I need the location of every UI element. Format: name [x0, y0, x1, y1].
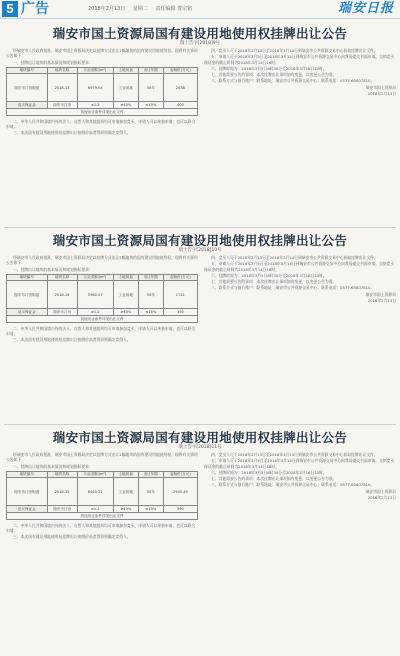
table-cell: ≤15% — [138, 102, 163, 109]
notice-paragraph: 五、申请人可于2018年3月5日至2018年3月14日到瑞安市公共资源交易中心向我局提交书面申请。交纳竞买保证金的截止时间为2018年3月14日16时。 — [204, 261, 395, 272]
notice-paragraph: 八、联系方式与银行账户：联系地址：瑞安市公共资源交易中心；联系电话：0577-65807810。 — [211, 285, 375, 291]
notice-paragraph: 八、联系方式与银行账户：联系地址：瑞安市公共资源交易中心；联系电话：0577-65807810。 — [211, 78, 375, 84]
table-header-cell: 出让年限 — [138, 274, 163, 281]
table-cell: 350 — [163, 309, 197, 316]
table-cell: 瑞安市汀田 — [47, 102, 77, 109]
table-header-cell: 土地用途 — [113, 274, 138, 281]
notice-paragraph: 五、申请人可于2018年3月5日至2018年3月14日到瑞安市公共资源交易中心向我局提交书面申请。交纳竞买保证金的截止时间为2018年3月14日16时。 — [204, 458, 395, 469]
table-cell: 590 — [163, 506, 197, 513]
newspaper-logo: 瑞安日报 — [337, 1, 394, 16]
table-note: 其他出让条件详见出让文件 — [7, 109, 198, 116]
notice-paragraph: 三、本次国有建设用地使用权挂牌出让按照价高者得原则确定竞得人。 — [13, 534, 131, 540]
notice-paragraph: 一、挂牌出让地块的基本情况和规划指标要求： — [13, 59, 93, 65]
table-header-cell: 竞买保证金 — [7, 309, 48, 316]
table-cell: 瑞安市汀田街道 — [7, 478, 48, 506]
table-cell: 50年 — [138, 478, 163, 506]
table-note: 其他出让条件详见出让文件 — [7, 316, 198, 323]
parcel-table — [6, 274, 198, 323]
table-cell: ≤15% — [138, 309, 163, 316]
table-cell: 5960.07 — [77, 281, 113, 309]
notice-paragraph: 三、本次国有建设用地使用权挂牌出让按照价高者得原则确定竞得人。 — [13, 130, 131, 136]
notice-right-column — [204, 48, 396, 97]
page-number-badge: 5 — [2, 1, 18, 17]
table-cell: 瑞安市汀田 — [47, 506, 77, 513]
notice-sign-date: 2018年2月13日 — [367, 298, 396, 304]
notice-sign-date: 2018年2月13日 — [367, 91, 396, 97]
table-cell: 6440.22 — [77, 478, 113, 506]
notice-sign-date: 2018年2月13日 — [367, 495, 396, 501]
table-cell: 工业用地 — [113, 478, 138, 506]
notice-paragraph: 二、中华人民共和国境内外的法人、自然人和其他组织均可申请参加竞买，申请人可以单独申请，也可以联合申请。 — [6, 325, 196, 336]
table-cell: 50年 — [138, 281, 163, 309]
table-cell: 2018-15 — [47, 478, 77, 506]
table-cell: 400 — [163, 102, 197, 109]
table-header-cell: 出让面积(m²) — [77, 67, 113, 74]
issue-meta — [88, 6, 198, 12]
notice-paragraph: 五、申请人可于2018年3月5日至2018年3月14日到瑞安市公共资源交易中心向我局提交书面申请。交纳竞买保证金的截止时间为2018年3月14日16时。 — [204, 54, 395, 65]
notice-paragraph: 二、中华人民共和国境内外的法人、自然人和其他组织均可申请参加竞买，申请人可以单独申请，也可以联合申请。 — [6, 522, 196, 533]
notice-number: 瑞土告字[2018]9号 — [179, 41, 221, 46]
issue-editor: 责任编辑 曹宗铭 — [155, 6, 193, 12]
table-header-cell: 地块名称 — [47, 471, 77, 478]
notice-paragraph: 六、挂牌时间为：2018年3月5日8时30分至2018年3月16日10时。 — [211, 272, 327, 278]
notice-3 — [4, 426, 396, 654]
issue-date: 2018年2月13日 — [88, 6, 126, 12]
table-header-cell: 出让年限 — [138, 67, 163, 74]
notice-paragraph: 三、本次国有建设用地使用权挂牌出让按照价高者得原则确定竞得人。 — [13, 337, 131, 343]
table-header-cell: 地块编号 — [7, 67, 48, 74]
table-cell: ≥40% — [113, 309, 138, 316]
notice-signature: 瑞安市国土资源局 — [365, 291, 396, 297]
issue-weekday: 星期二 — [132, 6, 148, 12]
notice-number: 瑞土告字[2018]10号 — [178, 248, 222, 253]
table-cell: 2018-13 — [47, 74, 77, 102]
table-cell: 2038 — [163, 74, 197, 102]
table-header-cell: 出让年限 — [138, 471, 163, 478]
table-header-cell: 竞买保证金 — [7, 506, 48, 513]
notice-paragraph: 四、竞买人可于2018年2月13日至2018年3月14日到瑞安市公共资源交易中心获取挂牌出让文件。 — [211, 48, 378, 53]
notice-right-column — [204, 255, 396, 304]
table-cell: 50年 — [138, 74, 163, 102]
notice-title: 瑞安市国土资源局国有建设用地使用权挂牌出让公告 — [52, 430, 348, 445]
table-header-cell: 地块名称 — [47, 274, 77, 281]
notice-signature: 瑞安市国土资源局 — [365, 488, 396, 494]
table-header-cell: 土地用途 — [113, 471, 138, 478]
table-cell: 工业用地 — [113, 281, 138, 309]
parcel-table — [6, 67, 198, 116]
table-note: 其他出让条件详见出让文件 — [7, 513, 198, 520]
notice-paragraph: 一、挂牌出让地块的基本情况和规划指标要求： — [13, 266, 93, 272]
notice-paragraph: 六、挂牌时间为：2018年3月5日8时30分至2018年3月16日10时。 — [211, 65, 327, 71]
notice-paragraph: 八、联系方式与银行账户：联系地址：瑞安市公共资源交易中心；联系电话：0577-65807810。 — [211, 482, 375, 488]
table-cell: 瑞安市汀田 — [47, 309, 77, 316]
table-cell: ≤15% — [138, 506, 163, 513]
table-cell: 2940.49 — [163, 478, 197, 506]
notice-paragraph: 七、其他需要公告的事项：本次挂牌出让事项如有变更，以变更公告为准。 — [211, 72, 337, 78]
table-header-cell: 起始价(万元) — [163, 274, 197, 281]
notice-2 — [4, 229, 396, 425]
notice-title: 瑞安市国土资源局国有建设用地使用权挂牌出让公告 — [52, 26, 348, 41]
table-cell: 工业用地 — [113, 74, 138, 102]
table-cell: 瑞安市汀田街道 — [7, 281, 48, 309]
section-title: 广告 — [21, 1, 49, 17]
table-cell: ≥1.2 — [77, 506, 113, 513]
table-header-cell: 地块名称 — [47, 67, 77, 74]
notice-paragraph: 经瑞安市人民政府批准，瑞安市国土资源局决定以挂牌方式出让2幅地块的国有建设用地使用权。现将有关事项公告如下： — [6, 48, 198, 59]
table-header-cell: 起始价(万元) — [163, 67, 197, 74]
notice-signature: 瑞安市国土资源局 — [365, 84, 396, 90]
notice-paragraph: 经瑞安市人民政府批准，瑞安市国土资源局决定以挂牌方式出让2幅地块的国有建设用地使用权。现将有关事项公告如下： — [6, 255, 198, 266]
notice-paragraph: 二、中华人民共和国境内外的法人、自然人和其他组织均可申请参加竞买，申请人可以单独申请，也可以联合申请。 — [6, 118, 196, 129]
table-header-cell: 地块编号 — [7, 274, 48, 281]
notice-paragraph: 经瑞安市人民政府批准，瑞安市国土资源局决定以挂牌方式出让2幅地块的国有建设用地使用权。现将有关事项公告如下： — [6, 452, 198, 463]
notice-paragraph: 一、挂牌出让地块的基本情况和规划指标要求： — [13, 463, 93, 469]
notice-paragraph: 六、挂牌时间为：2018年3月5日8时30分至2018年3月16日10时。 — [211, 469, 327, 475]
notice-paragraph: 七、其他需要公告的事项：本次挂牌出让事项如有变更，以变更公告为准。 — [211, 476, 337, 482]
table-cell: ≥40% — [113, 506, 138, 513]
notice-title: 瑞安市国土资源局国有建设用地使用权挂牌出让公告 — [52, 233, 348, 248]
table-cell: 6979.04 — [77, 74, 113, 102]
notice-left-column — [6, 255, 198, 344]
table-header-cell: 出让面积(m²) — [77, 274, 113, 281]
table-cell: 瑞安市汀田街道 — [7, 74, 48, 102]
table-header-cell: 竞买保证金 — [7, 102, 48, 109]
table-cell: ≥40% — [113, 102, 138, 109]
table-header-cell: 起始价(万元) — [163, 471, 197, 478]
table-cell: 2018-14 — [47, 281, 77, 309]
notice-1 — [4, 22, 396, 228]
table-header-cell: 地块编号 — [7, 471, 48, 478]
notice-paragraph: 四、竞买人可于2018年2月13日至2018年3月14日到瑞安市公共资源交易中心获取挂牌出让文件。 — [211, 452, 378, 457]
parcel-table — [6, 471, 198, 520]
notice-left-column — [6, 452, 198, 541]
table-cell: ≥1.2 — [77, 102, 113, 109]
notice-paragraph: 七、其他需要公告的事项：本次挂牌出让事项如有变更，以变更公告为准。 — [211, 279, 337, 285]
notice-paragraph: 四、竞买人可于2018年2月13日至2018年3月14日到瑞安市公共资源交易中心获取挂牌出让文件。 — [211, 255, 378, 260]
notice-right-column — [204, 452, 396, 501]
table-cell: ≥1.2 — [77, 309, 113, 316]
table-header-cell: 土地用途 — [113, 67, 138, 74]
notice-left-column — [6, 48, 198, 137]
table-cell: 1741 — [163, 281, 197, 309]
table-header-cell: 出让面积(m²) — [77, 471, 113, 478]
page-header — [0, 0, 400, 19]
notice-number: 瑞土告字[2018]11号 — [178, 445, 222, 450]
